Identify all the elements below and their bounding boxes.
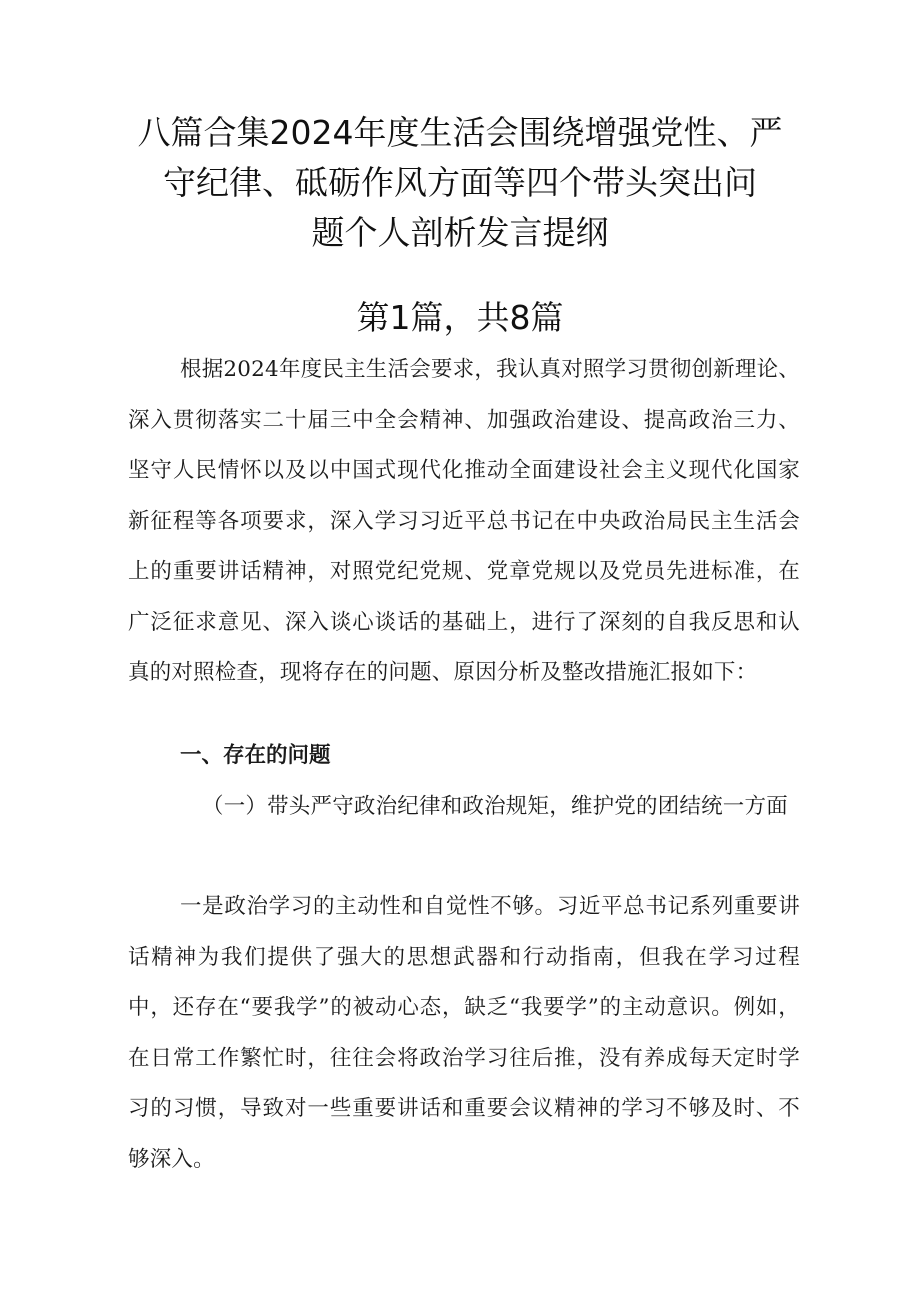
document-title bbox=[120, 108, 800, 258]
subsection-heading-political-discipline: （一）带头严守政治纪律和政治规矩，维护党的团结统一方面 bbox=[202, 794, 788, 819]
section-heading-problems: 一、存在的问题 bbox=[180, 743, 331, 768]
paragraph-political-study: 一是政治学习的主动性和自觉性不够。习近平总书记系列重要讲话精神为我们提供了强大的思想武器和行动指南，但我在学习过程中，还存在“要我学”的被动心态，缺乏“我要学”的主动意识。例如，在日常工作繁忙时，往往会将政治学习往后推，没有养成每天定时学习的习惯，导致对一些重要讲话和重要会议精神的学习不够及时、不够深入。 bbox=[128, 894, 800, 1172]
title-line-2: 守纪律、砥砺作风方面等四个带头突出问 bbox=[163, 163, 757, 202]
document-subtitle: 第1篇，共8篇 bbox=[356, 298, 564, 337]
title-line-1: 八篇合集2024年度生活会围绕增强党性、严 bbox=[137, 113, 783, 152]
intro-paragraph: 根据2024年度民主生活会要求，我认真对照学习贯彻创新理论、深入贯彻落实二十届三中全会精神、加强政治建设、提高政治三力、坚守人民情怀以及以中国式现代化推动全面建设社会主义现代化国家新征程等各项要求，深入学习习近平总书记在中央政治局民主生活会上的重要讲话精神，对照党纪党规、党章党规以及党员先进标准，在广泛征求意见、深入谈心谈话的基础上，进行了深刻的自我反思和认真的对照检查，现将存在的问题、原因分析及整改措施汇报如下： bbox=[128, 357, 800, 685]
title-line-3: 题个人剖析发言提纲 bbox=[311, 213, 609, 252]
